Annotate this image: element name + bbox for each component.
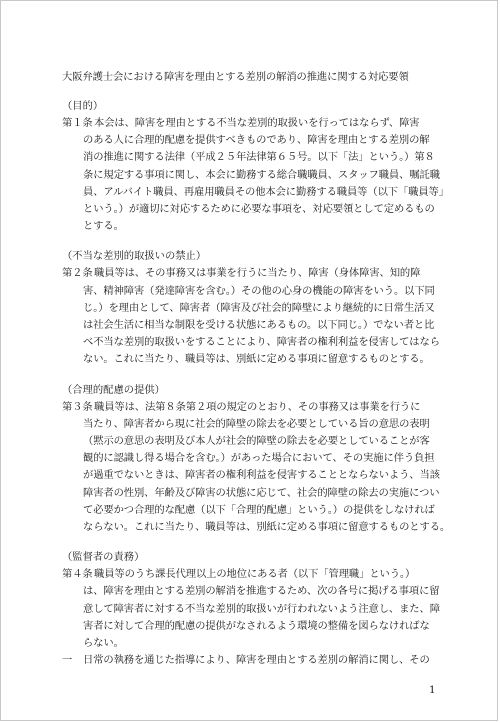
article-3 xyxy=(62,383,451,537)
article-3-line: （黙示の意思の表明及び本人が社会的障壁の除去を必要としていることが客 xyxy=(83,435,430,448)
article-2-line: は社会生活に相当な制限を受ける状態にあるもの。以下同じ。）でない者と比 xyxy=(83,319,435,332)
article-4-heading: （監督者の責務） xyxy=(62,551,145,564)
article-3-line: が過重でないときは、障害者の権利利益を侵害することとならないよう、当該 xyxy=(83,469,440,482)
article-2-heading: （不当な差別的取扱いの禁止） xyxy=(62,250,207,263)
article-2 xyxy=(62,249,442,368)
article-2-text: 職員等は、その事務又は事業を行うに当たり、障害（身体障害、知的障 xyxy=(94,267,421,280)
document-title: 大阪弁護士会における障害を理由とする差別の解消の推進に関する対応要領 xyxy=(62,71,409,83)
article-3-line: 当たり、障害者から現に社会的障壁の除去を必要としている旨の意思の表明 xyxy=(83,417,430,430)
article-4-item-1 xyxy=(62,652,442,669)
document-body xyxy=(62,70,451,669)
item-1-label: 一 xyxy=(62,654,73,667)
article-3-heading: （合理的配慮の提供） xyxy=(62,383,165,396)
article-1-line: のある人に合理的配慮を提供すべきものであり、障害を理由とする差別の解 xyxy=(83,134,430,147)
article-1-line: 条に規定する事項に関し、本会に勤務する総合職職員、スタッフ職員、嘱託職 xyxy=(83,168,440,181)
article-2-line: べ不当な差別的取扱いをすることにより、障害者の権利利益を侵害してはなら xyxy=(83,336,440,349)
article-2-line xyxy=(62,265,442,282)
article-4-line: 害者に対して合理的配慮の提供がなされるよう環境の整備を図らなければな xyxy=(83,619,430,632)
article-3-line: て必要かつ合理的な配慮（以下「合理的配慮」という。）の提供をしなければ xyxy=(83,503,435,516)
article-1-line xyxy=(62,115,442,132)
article-2-line: ない。これに当たり、職員等は、別紙に定める事項に留意するものとする。 xyxy=(83,353,430,366)
article-2-line: 害、精神障害（発達障害を含む。）その他の心身の機能の障害をいう。以下同 xyxy=(83,284,435,297)
article-1-line: とする。 xyxy=(83,220,124,233)
article-1-line: 員、アルバイト職員、再雇用職員その他本会に勤務する職員等（以下「職員等」 xyxy=(83,185,449,198)
article-4-line: は、障害を理由とする差別の解消を推進するため、次の各号に掲げる事項に留 xyxy=(83,585,440,598)
article-1-line: 消の推進に関する法律（平成２５年法律第６５号。以下「法」という。）第８ xyxy=(83,151,435,164)
article-2-line: じ。）を理由として、障害者（障害及び社会的障壁により継続的に日常生活又 xyxy=(83,301,435,314)
article-2-label: 第２条 xyxy=(62,267,93,280)
article-3-line: 障害者の性別、年齢及び障害の状態に応じて、社会的障壁の除去の実施につい xyxy=(83,486,440,499)
article-1-text: 本会は、障害を理由とする不当な差別的取扱いを行ってはならず、障害 xyxy=(94,117,420,129)
article-4-line: らない。 xyxy=(83,637,124,650)
article-1-line: という。）が適切に対応するために必要な事項を、対応要領として定めるもの xyxy=(83,203,435,216)
article-4-line xyxy=(62,566,442,583)
article-4 xyxy=(62,550,442,669)
article-1-label: 第１条 xyxy=(62,117,93,129)
page-number: 1 xyxy=(429,684,436,696)
article-4-text: 職員等のうち課長代理以上の地位にある者（以下「管理職」という。） xyxy=(94,568,416,581)
article-3-text: 職員等は、法第８条第２項の規定のとおり、その事務又は事業を行うに xyxy=(94,400,421,413)
article-1 xyxy=(62,99,449,235)
article-1-heading: （目的） xyxy=(62,100,104,112)
article-3-label: 第３条 xyxy=(62,400,93,413)
item-1-text: 日常の執務を通じた指導により、障害を理由とする差別の解消に関し、その xyxy=(83,654,430,667)
article-4-label: 第４条 xyxy=(62,568,93,581)
article-3-line xyxy=(62,399,442,416)
article-4-line: 意して障害者に対する不当な差別的取扱いが行われないよう注意し、また、障 xyxy=(83,602,440,615)
article-3-line: ならない。これに当たり、職員等は、別紙に定める事項に留意するものとする。 xyxy=(83,521,451,534)
article-3-line: 観的に認識し得る場合を含む。）があった場合において、その実施に伴う負担 xyxy=(83,452,435,465)
